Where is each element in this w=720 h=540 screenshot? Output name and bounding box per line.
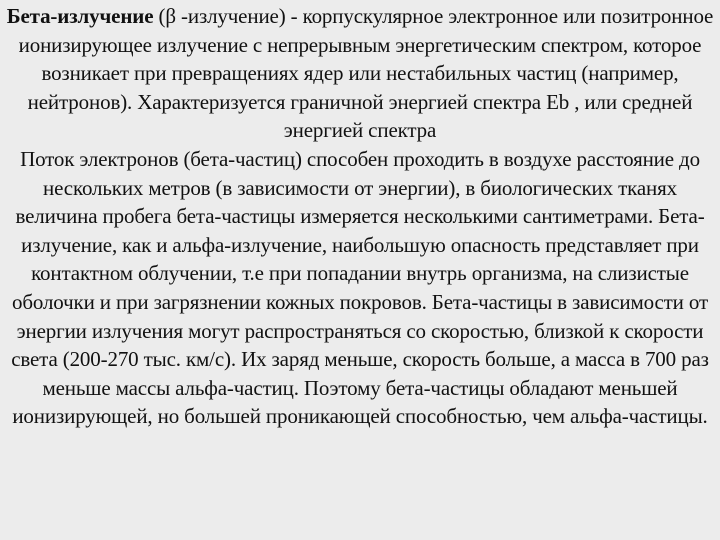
definition-text: (β -излучение) - корпускулярное электронное или позитронное ионизирующее излучение с непрерывным энергетическим спектром, которое возникает при превращениях ядер или нестабильных частиц (например, нейтронов). Характеризуется граничной энергией спектра Eb , или средней энергией спектра xyxy=(18,4,714,143)
term-heading: Бета-излучение xyxy=(6,4,154,28)
body-paragraph: Поток электронов (бета-частиц) способен проходить в воздухе расстояние до нескольких метров (в зависимости от энергии), в биологических тканях величина пробега бета-частицы измеряется несколькими сантиметрами. Бета-излучение, как и альфа-излучение, наибольшую опасность представляет при контактном облучении, т.е при попадании внутрь организма, на слизистые оболочки и при загрязнении кожных покровов. Бета-частицы в зависимости от энергии излучения могут распространяться со скоростью, близкой к скорости света (200-270 тыс. км/с). Их заряд меньше, скорость больше, а масса в 700 раз меньше массы альфа-частиц. Поэтому бета-частицы обладают меньшей ионизирующей, но большей проникающей способностью, чем альфа-частицы. xyxy=(11,146,709,429)
slide-text-block xyxy=(6,2,714,431)
definition-paragraph xyxy=(6,2,714,145)
